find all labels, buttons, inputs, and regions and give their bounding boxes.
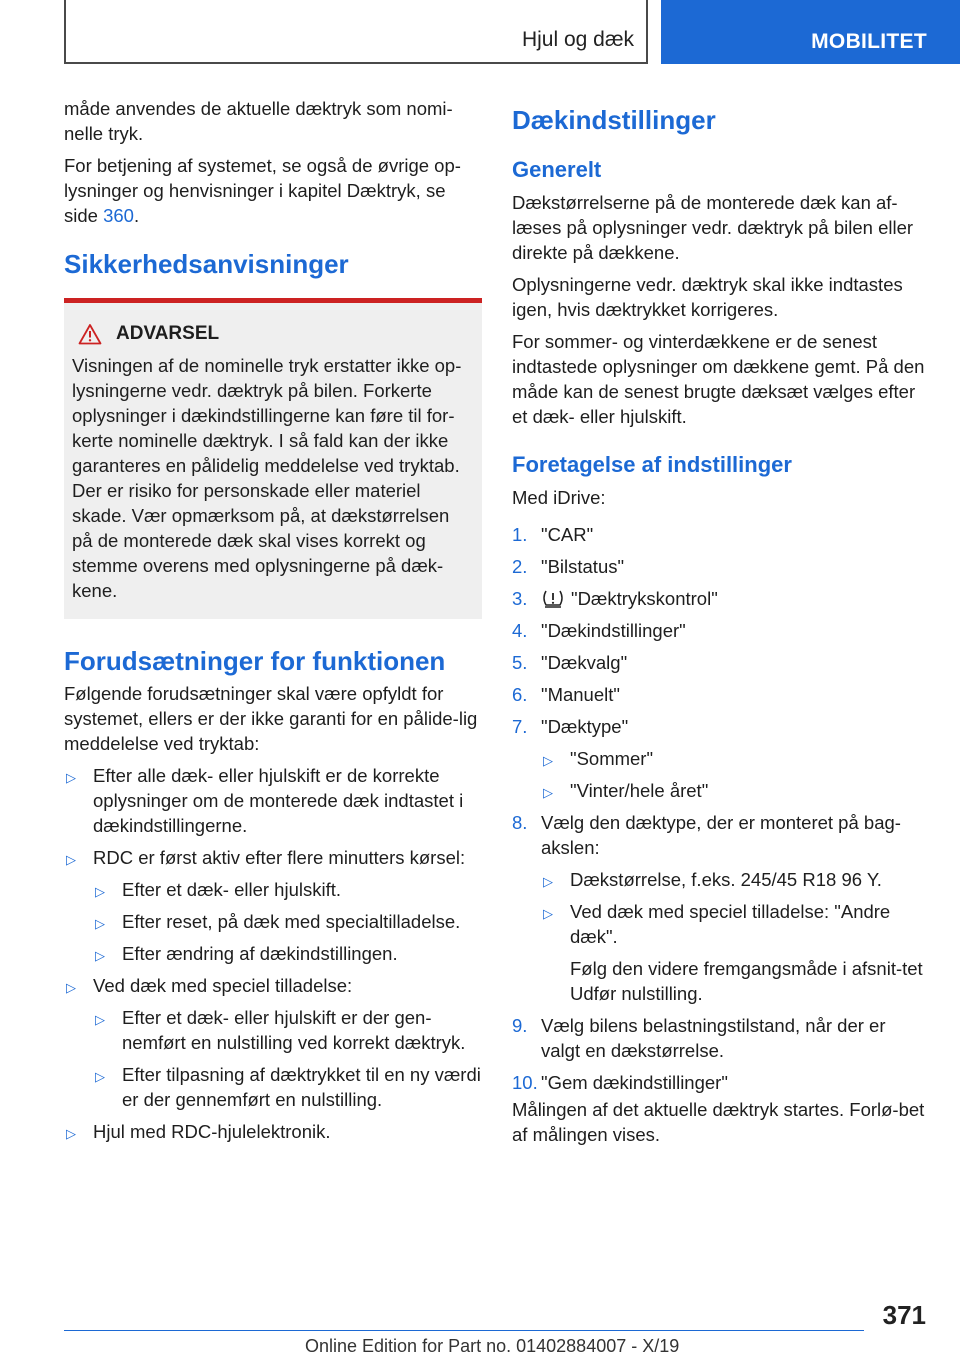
- sub-list-item: [93, 877, 482, 902]
- intro-text: For betjening af systemet, se også de øvrige op-lysninger og henvisninger i kapitel Dæktryk, se side: [64, 155, 461, 226]
- step-text: "Gem dækindstillinger": [541, 1072, 728, 1093]
- sub-list: [541, 746, 928, 803]
- right-column: [512, 96, 928, 1154]
- intro-period: .: [133, 205, 140, 226]
- list-item: [64, 1119, 482, 1144]
- sub-list: [541, 867, 928, 1006]
- step-item: [512, 1070, 928, 1095]
- settings-intro: Med iDrive:: [512, 487, 606, 508]
- sub-item-text: Ved dæk med speciel tilladelse: "Andre dæk".: [570, 901, 891, 947]
- step-item: [512, 810, 928, 1006]
- header-chapter-title: MOBILITET: [811, 30, 927, 53]
- step-text: "Dæktrykskontrol": [571, 588, 718, 609]
- general-paragraph-1: Dækstørrelserne på de monterede dæk kan af-læses på oplysninger vedr. dæktryk på bilen eller direkte på dækkene.: [512, 192, 914, 263]
- step-number: 2.: [512, 556, 528, 577]
- tire-settings-heading: Dækindstillinger: [512, 105, 716, 135]
- page-link-360[interactable]: 360: [103, 205, 134, 226]
- header-section-title: Hjul og dæk: [521, 28, 634, 51]
- step-text: "Manuelt": [541, 684, 620, 705]
- sub-list-item: [93, 1005, 482, 1055]
- list-item-text: Hjul med RDC-hjulelektronik.: [93, 1121, 331, 1142]
- triangle-bullet-icon: ▷: [66, 770, 76, 785]
- step-item: [512, 586, 928, 611]
- step-number: 9.: [512, 1015, 528, 1036]
- triangle-bullet-icon: ▷: [66, 1126, 76, 1141]
- prereq-heading: Forudsætninger for funktionen: [64, 646, 446, 676]
- step-note: Følg den videre fremgangsmåde i afsnit-tet Udfør nulstilling.: [570, 958, 923, 1004]
- sub-item-text: Efter et dæk- eller hjulskift.: [122, 879, 341, 900]
- footer-edition: Online Edition for Part no. 01402884007 - X/19: [305, 1336, 680, 1356]
- triangle-bullet-icon: ▷: [66, 852, 76, 867]
- sub-list-item: [93, 909, 482, 934]
- sub-item-text: "Sommer": [570, 748, 654, 769]
- sub-item-text: Efter ændring af dækindstillingen.: [122, 943, 398, 964]
- step-item: [512, 522, 928, 547]
- settings-heading: Foretagelse af indstillinger: [512, 452, 792, 477]
- sub-list-item: [541, 899, 928, 1006]
- sub-list: [93, 877, 482, 966]
- triangle-bullet-icon: ▷: [543, 753, 553, 768]
- general-paragraph-3: For sommer- og vinterdækkene er de senest indtastede oplysninger om dækkene gemt. På den måde kan de senest brugte dæksæt vælges efter et dæk- eller hjulskift.: [512, 331, 925, 427]
- step-item: [512, 682, 928, 707]
- triangle-bullet-icon: ▷: [543, 785, 553, 800]
- outro-paragraph: Målingen af det aktuelle dæktryk startes. Forlø-bet af målingen vises.: [512, 1099, 925, 1145]
- left-column: [64, 96, 482, 1151]
- step-text: "Bilstatus": [541, 556, 625, 577]
- step-text: Vælg bilens belastningstilstand, når der er valgt en dækstørrelse.: [541, 1015, 886, 1061]
- list-item: [64, 973, 482, 1112]
- step-text: "Dækindstillinger": [541, 620, 686, 641]
- intro-paragraph-1: måde anvendes de aktuelle dæktryk som nomi-nelle tryk.: [64, 98, 453, 144]
- prereq-text: Følgende forudsætninger skal være opfyldt for systemet, ellers er der ikke garanti for en pålide-lig meddelelse ved tryktab:: [64, 683, 478, 754]
- sub-list-item: [541, 746, 928, 771]
- step-text: "CAR": [541, 524, 594, 545]
- step-item: [512, 618, 928, 643]
- triangle-bullet-icon: ▷: [95, 1069, 105, 1084]
- triangle-bullet-icon: ▷: [95, 884, 105, 899]
- steps-list: [512, 522, 928, 1095]
- sub-item-text: Dækstørrelse, f.eks. 245/45 R18 96 Y.: [570, 869, 882, 890]
- sub-list-item: [93, 1062, 482, 1112]
- step-number: 5.: [512, 652, 528, 673]
- step-text: "Dæktype": [541, 716, 629, 737]
- footer-divider: [64, 1330, 864, 1331]
- sub-list-item: [541, 778, 928, 803]
- sub-list-item: [541, 867, 928, 892]
- warning-box: [64, 298, 482, 619]
- step-number: 8.: [512, 812, 528, 833]
- header-section-box: [64, 0, 648, 64]
- safety-heading: Sikkerhedsanvisninger: [64, 249, 349, 279]
- triangle-bullet-icon: ▷: [543, 874, 553, 889]
- general-paragraph-2: Oplysningerne vedr. dæktryk skal ikke indtastes igen, hvis dæktrykket korrigeres.: [512, 274, 903, 320]
- sub-list-item: [93, 941, 482, 966]
- sub-list: [93, 1005, 482, 1112]
- step-number: 6.: [512, 684, 528, 705]
- triangle-bullet-icon: ▷: [66, 980, 76, 995]
- list-item: [64, 763, 482, 838]
- step-text: "Dækvalg": [541, 652, 628, 673]
- triangle-bullet-icon: ▷: [95, 1012, 105, 1027]
- page-number: 371: [882, 1300, 926, 1330]
- sub-item-text: "Vinter/hele året": [570, 780, 709, 801]
- warning-title: ADVARSEL: [116, 323, 220, 344]
- tire-pressure-icon: [541, 588, 565, 608]
- sub-item-text: Efter et dæk- eller hjulskift er der gen-nemført en nulstilling ved korrekt dæktryk.: [122, 1007, 466, 1053]
- step-number: 1.: [512, 524, 528, 545]
- general-heading: Generelt: [512, 157, 602, 182]
- list-item-text: Efter alle dæk- eller hjulskift er de korrekte oplysninger om de monterede dæk indtastet i dækindstillingerne.: [93, 765, 464, 836]
- step-item: [512, 714, 928, 803]
- triangle-bullet-icon: ▷: [95, 948, 105, 963]
- warning-triangle-icon: [78, 323, 102, 345]
- step-item: [512, 1013, 928, 1063]
- step-number: 7.: [512, 716, 528, 737]
- sub-item-text: Efter reset, på dæk med specialtilladelse.: [122, 911, 461, 932]
- list-item-text: Ved dæk med speciel tilladelse:: [93, 975, 353, 996]
- step-number: 4.: [512, 620, 528, 641]
- step-item: [512, 650, 928, 675]
- triangle-bullet-icon: ▷: [543, 906, 553, 921]
- prereq-list: [64, 763, 482, 1144]
- intro-paragraph-2: [64, 153, 482, 228]
- header-chapter-tab: [661, 0, 960, 64]
- triangle-bullet-icon: ▷: [95, 916, 105, 931]
- step-text: Vælg den dæktype, der er monteret på bag-akslen:: [541, 812, 901, 858]
- step-item: [512, 554, 928, 579]
- step-number: 3.: [512, 588, 528, 609]
- list-item-text: RDC er først aktiv efter flere minutters kørsel:: [93, 847, 466, 868]
- list-item: [64, 845, 482, 966]
- warning-text: Visningen af de nominelle tryk erstatter ikke op-lysningerne vedr. dæktryk på bilen. Forkerte oplysninger i dækindstillingerne kan føre til for-kerte nominelle dæktryk. I så fald kan der ikke garanteres en pålidelig meddelelse ved tryktab. Der er risiko for personskade eller materiel skade. Vær opmærksom på, at dækstørrelsen på de monterede dæk skal vises korrekt og stemme overens med oplysningerne på dæk-kene.: [72, 355, 462, 601]
- sub-item-text: Efter tilpasning af dæktrykket til en ny værdi er der gennemført en nulstilling.: [122, 1064, 481, 1110]
- step-number: 10.: [512, 1072, 538, 1093]
